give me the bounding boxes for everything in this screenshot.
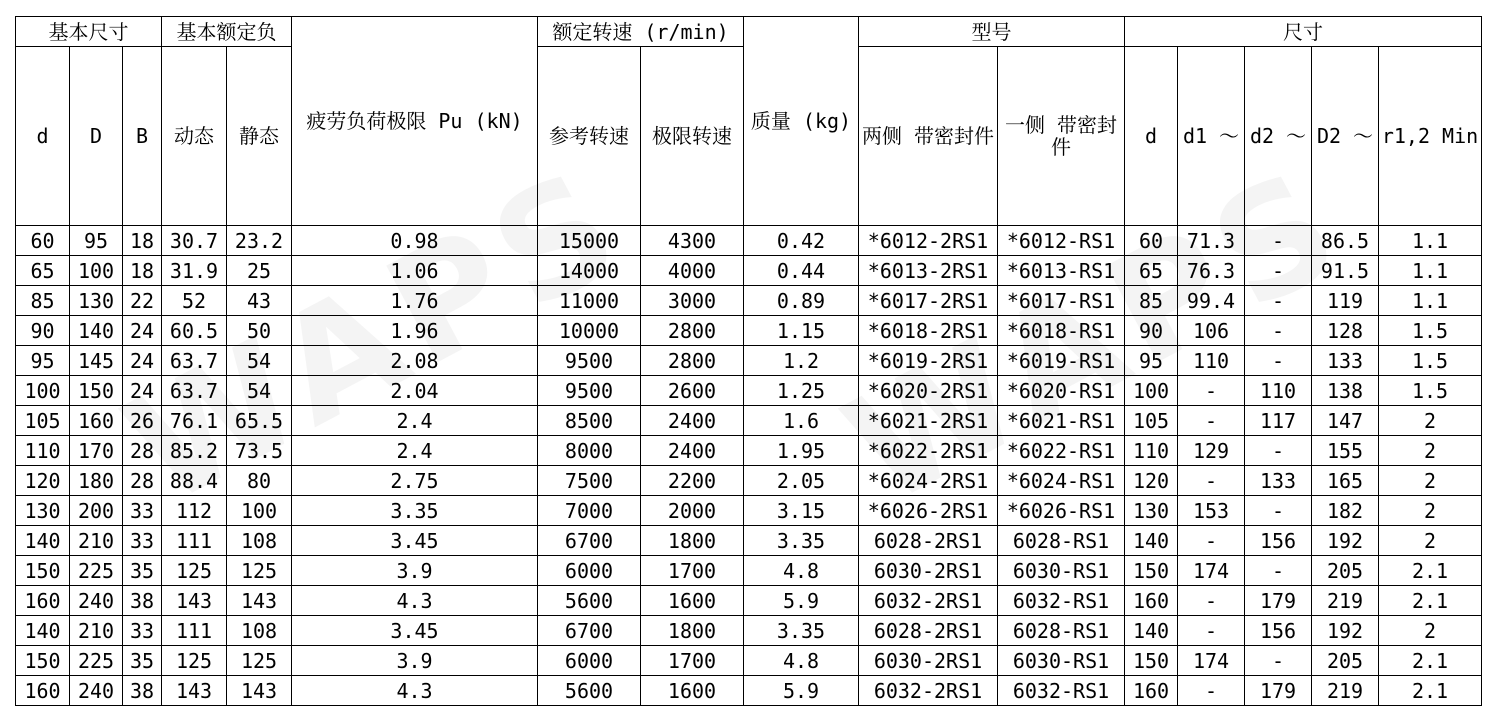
table-cell: 3.45 xyxy=(292,616,538,646)
table-row xyxy=(16,586,1482,616)
table-cell: 147 xyxy=(1312,406,1379,436)
table-cell: 182 xyxy=(1312,496,1379,526)
table-cell: 90 xyxy=(1125,316,1178,346)
table-cell: 1.6 xyxy=(744,406,859,436)
table-cell: 2200 xyxy=(641,466,744,496)
table-cell: 3.15 xyxy=(744,496,859,526)
table-cell: 35 xyxy=(123,646,162,676)
table-cell: 85 xyxy=(16,286,70,316)
table-cell: 2 xyxy=(1379,406,1482,436)
table-cell: 95 xyxy=(16,346,70,376)
table-cell: 85 xyxy=(1125,286,1178,316)
table-cell: 108 xyxy=(227,526,292,556)
table-cell: 86.5 xyxy=(1312,226,1379,256)
table-cell: 138 xyxy=(1312,376,1379,406)
table-cell: 85.2 xyxy=(162,436,227,466)
table-row xyxy=(16,406,1482,436)
table-cell: 2.1 xyxy=(1379,676,1482,706)
table-cell: 129 xyxy=(1178,436,1245,466)
table-cell: 4.8 xyxy=(744,646,859,676)
table-cell: 6028-2RS1 xyxy=(859,526,998,556)
table-cell: 150 xyxy=(1125,556,1178,586)
table-cell: 38 xyxy=(123,676,162,706)
table-cell: 240 xyxy=(70,676,123,706)
table-cell: 8000 xyxy=(538,436,641,466)
table-cell: 0.42 xyxy=(744,226,859,256)
table-cell: 219 xyxy=(1312,676,1379,706)
table-cell: 180 xyxy=(70,466,123,496)
table-cell: *6020-RS1 xyxy=(998,376,1125,406)
table-row xyxy=(16,256,1482,286)
table-cell: 225 xyxy=(70,556,123,586)
table-cell: 170 xyxy=(70,436,123,466)
table-cell: 128 xyxy=(1312,316,1379,346)
table-cell: 2.1 xyxy=(1379,646,1482,676)
table-cell: 150 xyxy=(16,646,70,676)
table-cell: 5600 xyxy=(538,676,641,706)
table-cell: 15000 xyxy=(538,226,641,256)
table-row xyxy=(16,316,1482,346)
header-d: d xyxy=(16,47,70,226)
header-limit-speed: 极限转速 xyxy=(641,47,744,226)
table-cell: 95 xyxy=(70,226,123,256)
table-cell: 240 xyxy=(70,586,123,616)
table-cell: 18 xyxy=(123,226,162,256)
header-fatigue-limit: 疲劳负荷极限 Pu (kN) xyxy=(292,17,538,226)
table-cell: 2400 xyxy=(641,436,744,466)
table-cell: 71.3 xyxy=(1178,226,1245,256)
table-cell: 210 xyxy=(70,526,123,556)
table-cell: 28 xyxy=(123,436,162,466)
table-cell: 160 xyxy=(16,586,70,616)
table-cell: 179 xyxy=(1245,676,1312,706)
table-cell: *6022-2RS1 xyxy=(859,436,998,466)
table-cell: 76.1 xyxy=(162,406,227,436)
table-cell: - xyxy=(1245,346,1312,376)
table-cell: 3.35 xyxy=(744,526,859,556)
table-cell: 100 xyxy=(1125,376,1178,406)
header-D: D xyxy=(70,47,123,226)
header-two-side-seal: 两侧 带密封件 xyxy=(859,47,998,226)
table-cell: *6021-2RS1 xyxy=(859,406,998,436)
table-cell: 28 xyxy=(123,466,162,496)
table-cell: 63.7 xyxy=(162,346,227,376)
table-cell: 125 xyxy=(162,556,227,586)
table-cell: 130 xyxy=(70,286,123,316)
table-cell: 125 xyxy=(227,646,292,676)
table-cell: - xyxy=(1178,376,1245,406)
table-cell: 179 xyxy=(1245,586,1312,616)
table-cell: 111 xyxy=(162,526,227,556)
table-cell: 54 xyxy=(227,376,292,406)
table-cell: 6700 xyxy=(538,526,641,556)
table-cell: 143 xyxy=(227,676,292,706)
table-cell: 65 xyxy=(16,256,70,286)
table-cell: 6030-2RS1 xyxy=(859,556,998,586)
table-cell: - xyxy=(1245,496,1312,526)
table-cell: 125 xyxy=(227,556,292,586)
header-basic-size: 基本尺寸 xyxy=(16,17,162,47)
table-cell: *6026-2RS1 xyxy=(859,496,998,526)
table-cell: 22 xyxy=(123,286,162,316)
table-cell: 4000 xyxy=(641,256,744,286)
table-cell: 1.96 xyxy=(292,316,538,346)
table-cell: 165 xyxy=(1312,466,1379,496)
table-cell: 155 xyxy=(1312,436,1379,466)
table-cell: 50 xyxy=(227,316,292,346)
table-cell: 6032-RS1 xyxy=(998,586,1125,616)
table-cell: 140 xyxy=(1125,526,1178,556)
table-cell: - xyxy=(1245,226,1312,256)
header-basic-rated-load: 基本额定负 xyxy=(162,17,292,47)
table-cell: 33 xyxy=(123,496,162,526)
table-cell: 90 xyxy=(16,316,70,346)
table-cell: 80 xyxy=(227,466,292,496)
table-cell: 160 xyxy=(70,406,123,436)
table-cell: 6028-RS1 xyxy=(998,616,1125,646)
table-cell: 1800 xyxy=(641,526,744,556)
table-cell: 1.06 xyxy=(292,256,538,286)
header-dim-d: d xyxy=(1125,47,1178,226)
table-cell: 6030-RS1 xyxy=(998,646,1125,676)
table-cell: 1.1 xyxy=(1379,286,1482,316)
header-dynamic: 动态 xyxy=(162,47,227,226)
table-cell: 2400 xyxy=(641,406,744,436)
table-cell: 143 xyxy=(162,676,227,706)
table-cell: 52 xyxy=(162,286,227,316)
table-cell: 110 xyxy=(1178,346,1245,376)
header-dim-d1: d1 ～ xyxy=(1178,47,1245,226)
table-cell: 24 xyxy=(123,376,162,406)
table-cell: *6022-RS1 xyxy=(998,436,1125,466)
table-cell: 1.1 xyxy=(1379,256,1482,286)
table-cell: - xyxy=(1245,316,1312,346)
table-row xyxy=(16,436,1482,466)
table-cell: 120 xyxy=(16,466,70,496)
table-cell: 60.5 xyxy=(162,316,227,346)
table-cell: 65.5 xyxy=(227,406,292,436)
table-cell: 3.9 xyxy=(292,556,538,586)
table-cell: 2.08 xyxy=(292,346,538,376)
table-cell: 0.44 xyxy=(744,256,859,286)
header-dim-d2: d2 ～ xyxy=(1245,47,1312,226)
table-cell: 110 xyxy=(16,436,70,466)
table-row xyxy=(16,286,1482,316)
table-cell: 1.5 xyxy=(1379,346,1482,376)
table-cell: 6032-2RS1 xyxy=(859,586,998,616)
table-cell: 1.5 xyxy=(1379,376,1482,406)
table-cell: 6028-RS1 xyxy=(998,526,1125,556)
table-cell: 140 xyxy=(70,316,123,346)
table-cell: *6012-RS1 xyxy=(998,226,1125,256)
table-cell: - xyxy=(1245,646,1312,676)
table-cell: 150 xyxy=(70,376,123,406)
table-cell: 3.45 xyxy=(292,526,538,556)
table-cell: *6019-RS1 xyxy=(998,346,1125,376)
table-cell: 6030-RS1 xyxy=(998,556,1125,586)
table-cell: 24 xyxy=(123,346,162,376)
table-cell: 1.95 xyxy=(744,436,859,466)
table-cell: 54 xyxy=(227,346,292,376)
table-cell: *6017-2RS1 xyxy=(859,286,998,316)
table-cell: 1.1 xyxy=(1379,226,1482,256)
table-cell: 225 xyxy=(70,646,123,676)
table-row xyxy=(16,376,1482,406)
table-cell: *6021-RS1 xyxy=(998,406,1125,436)
table-cell: 1.25 xyxy=(744,376,859,406)
table-cell: 91.5 xyxy=(1312,256,1379,286)
table-cell: 105 xyxy=(1125,406,1178,436)
table-cell: 9500 xyxy=(538,376,641,406)
table-cell: 35 xyxy=(123,556,162,586)
table-cell: *6018-RS1 xyxy=(998,316,1125,346)
table-cell: *6024-RS1 xyxy=(998,466,1125,496)
table-cell: 111 xyxy=(162,616,227,646)
table-cell: 192 xyxy=(1312,616,1379,646)
table-cell: 106 xyxy=(1178,316,1245,346)
table-cell: 2.75 xyxy=(292,466,538,496)
table-cell: - xyxy=(1178,586,1245,616)
header-ref-speed: 参考转速 xyxy=(538,47,641,226)
table-cell: 130 xyxy=(1125,496,1178,526)
table-cell: 143 xyxy=(162,586,227,616)
table-cell: 30.7 xyxy=(162,226,227,256)
table-cell: 2 xyxy=(1379,436,1482,466)
table-cell: 95 xyxy=(1125,346,1178,376)
table-row xyxy=(16,346,1482,376)
header-dimensions: 尺寸 xyxy=(1125,17,1482,47)
table-cell: - xyxy=(1245,556,1312,586)
table-cell: 14000 xyxy=(538,256,641,286)
table-row xyxy=(16,226,1482,256)
table-cell: - xyxy=(1178,466,1245,496)
table-row xyxy=(16,616,1482,646)
table-cell: 9500 xyxy=(538,346,641,376)
table-cell: 33 xyxy=(123,616,162,646)
table-cell: 145 xyxy=(70,346,123,376)
table-cell: 156 xyxy=(1245,616,1312,646)
table-cell: *6012-2RS1 xyxy=(859,226,998,256)
table-cell: 88.4 xyxy=(162,466,227,496)
table-cell: 150 xyxy=(1125,646,1178,676)
table-cell: *6024-2RS1 xyxy=(859,466,998,496)
table-cell: 150 xyxy=(16,556,70,586)
table-cell: 10000 xyxy=(538,316,641,346)
table-cell: *6020-2RS1 xyxy=(859,376,998,406)
table-cell: 143 xyxy=(227,586,292,616)
table-cell: 110 xyxy=(1245,376,1312,406)
table-cell: 7000 xyxy=(538,496,641,526)
table-cell: 4.3 xyxy=(292,676,538,706)
table-row xyxy=(16,526,1482,556)
table-cell: 33 xyxy=(123,526,162,556)
table-cell: 200 xyxy=(70,496,123,526)
table-cell: 25 xyxy=(227,256,292,286)
table-cell: 2000 xyxy=(641,496,744,526)
table-cell: *6026-RS1 xyxy=(998,496,1125,526)
table-cell: 4.3 xyxy=(292,586,538,616)
table-cell: 43 xyxy=(227,286,292,316)
table-cell: 133 xyxy=(1312,346,1379,376)
table-cell: *6018-2RS1 xyxy=(859,316,998,346)
table-cell: - xyxy=(1245,286,1312,316)
table-cell: 192 xyxy=(1312,526,1379,556)
table-cell: 160 xyxy=(16,676,70,706)
header-one-side-seal: 一侧 带密封件 xyxy=(998,47,1125,226)
table-cell: - xyxy=(1245,256,1312,286)
table-cell: 210 xyxy=(70,616,123,646)
table-cell: 99.4 xyxy=(1178,286,1245,316)
header-B: B xyxy=(123,47,162,226)
table-cell: 18 xyxy=(123,256,162,286)
table-cell: 219 xyxy=(1312,586,1379,616)
table-cell: - xyxy=(1178,676,1245,706)
header-dim-D2: D2 ～ xyxy=(1312,47,1379,226)
table-cell: 205 xyxy=(1312,646,1379,676)
table-cell: 2600 xyxy=(641,376,744,406)
table-cell: 108 xyxy=(227,616,292,646)
table-cell: 205 xyxy=(1312,556,1379,586)
table-cell: 156 xyxy=(1245,526,1312,556)
table-cell: 3.35 xyxy=(744,616,859,646)
table-cell: 1.76 xyxy=(292,286,538,316)
header-model: 型号 xyxy=(859,17,1125,47)
table-cell: 26 xyxy=(123,406,162,436)
bearing-spec-table xyxy=(15,16,1482,706)
table-cell: 2.1 xyxy=(1379,556,1482,586)
table-cell: 2800 xyxy=(641,346,744,376)
table-cell: - xyxy=(1178,406,1245,436)
table-cell: 63.7 xyxy=(162,376,227,406)
table-cell: 1700 xyxy=(641,556,744,586)
table-row xyxy=(16,466,1482,496)
table-cell: 1600 xyxy=(641,676,744,706)
table-cell: 105 xyxy=(16,406,70,436)
table-cell: 65 xyxy=(1125,256,1178,286)
table-cell: 153 xyxy=(1178,496,1245,526)
table-cell: 117 xyxy=(1245,406,1312,436)
table-cell: 38 xyxy=(123,586,162,616)
table-cell: 1.2 xyxy=(744,346,859,376)
table-cell: 23.2 xyxy=(227,226,292,256)
table-cell: 160 xyxy=(1125,676,1178,706)
table-cell: 2 xyxy=(1379,496,1482,526)
table-cell: 140 xyxy=(16,526,70,556)
table-cell: 2.4 xyxy=(292,436,538,466)
table-cell: 4.8 xyxy=(744,556,859,586)
table-cell: - xyxy=(1178,616,1245,646)
table-cell: 120 xyxy=(1125,466,1178,496)
table-cell: *6013-RS1 xyxy=(998,256,1125,286)
table-cell: 6030-2RS1 xyxy=(859,646,998,676)
table-cell: 2 xyxy=(1379,466,1482,496)
table-cell: *6017-RS1 xyxy=(998,286,1125,316)
table-cell: 133 xyxy=(1245,466,1312,496)
table-cell: 2 xyxy=(1379,616,1482,646)
table-cell: 8500 xyxy=(538,406,641,436)
table-cell: 174 xyxy=(1178,646,1245,676)
table-cell: 2800 xyxy=(641,316,744,346)
table-cell: 110 xyxy=(1125,436,1178,466)
table-cell: 4300 xyxy=(641,226,744,256)
table-cell: 174 xyxy=(1178,556,1245,586)
table-cell: 2.1 xyxy=(1379,586,1482,616)
table-cell: 60 xyxy=(1125,226,1178,256)
table-cell: 6000 xyxy=(538,556,641,586)
table-cell: 112 xyxy=(162,496,227,526)
table-cell: 5.9 xyxy=(744,586,859,616)
table-cell: 140 xyxy=(16,616,70,646)
table-cell: *6013-2RS1 xyxy=(859,256,998,286)
table-cell: 31.9 xyxy=(162,256,227,286)
header-static: 静态 xyxy=(227,47,292,226)
header-mass: 质量 (kg) xyxy=(744,17,859,226)
table-cell: 100 xyxy=(16,376,70,406)
table-cell: 60 xyxy=(16,226,70,256)
table-cell: 24 xyxy=(123,316,162,346)
table-cell: 6028-2RS1 xyxy=(859,616,998,646)
table-cell: 5.9 xyxy=(744,676,859,706)
table-cell: 125 xyxy=(162,646,227,676)
table-cell: 6700 xyxy=(538,616,641,646)
table-cell: 11000 xyxy=(538,286,641,316)
table-cell: - xyxy=(1178,526,1245,556)
table-cell: 119 xyxy=(1312,286,1379,316)
table-cell: 73.5 xyxy=(227,436,292,466)
table-cell: 6032-2RS1 xyxy=(859,676,998,706)
table-cell: 6000 xyxy=(538,646,641,676)
table-cell: 1800 xyxy=(641,616,744,646)
table-cell: 130 xyxy=(16,496,70,526)
table-cell: 2.05 xyxy=(744,466,859,496)
table-cell: 100 xyxy=(70,256,123,286)
table-cell: 2 xyxy=(1379,526,1482,556)
table-cell: 1700 xyxy=(641,646,744,676)
table-cell: 2.4 xyxy=(292,406,538,436)
table-cell: 160 xyxy=(1125,586,1178,616)
table-cell: 0.98 xyxy=(292,226,538,256)
table-cell: 100 xyxy=(227,496,292,526)
table-cell: 76.3 xyxy=(1178,256,1245,286)
table-cell: 1.5 xyxy=(1379,316,1482,346)
table-cell: 5600 xyxy=(538,586,641,616)
table-cell: *6019-2RS1 xyxy=(859,346,998,376)
table-cell: - xyxy=(1245,436,1312,466)
table-cell: 0.89 xyxy=(744,286,859,316)
table-row xyxy=(16,556,1482,586)
table-cell: 1.15 xyxy=(744,316,859,346)
table-row xyxy=(16,676,1482,706)
table-cell: 140 xyxy=(1125,616,1178,646)
table-cell: 3000 xyxy=(641,286,744,316)
table-cell: 3.9 xyxy=(292,646,538,676)
table-cell: 7500 xyxy=(538,466,641,496)
table-cell: 3.35 xyxy=(292,496,538,526)
table-row xyxy=(16,646,1482,676)
table-cell: 6032-RS1 xyxy=(998,676,1125,706)
table-cell: 1600 xyxy=(641,586,744,616)
table-cell: 2.04 xyxy=(292,376,538,406)
table-row xyxy=(16,496,1482,526)
header-rated-speed: 额定转速 (r/min) xyxy=(538,17,744,47)
header-dim-r: r1,2 Min xyxy=(1379,47,1482,226)
